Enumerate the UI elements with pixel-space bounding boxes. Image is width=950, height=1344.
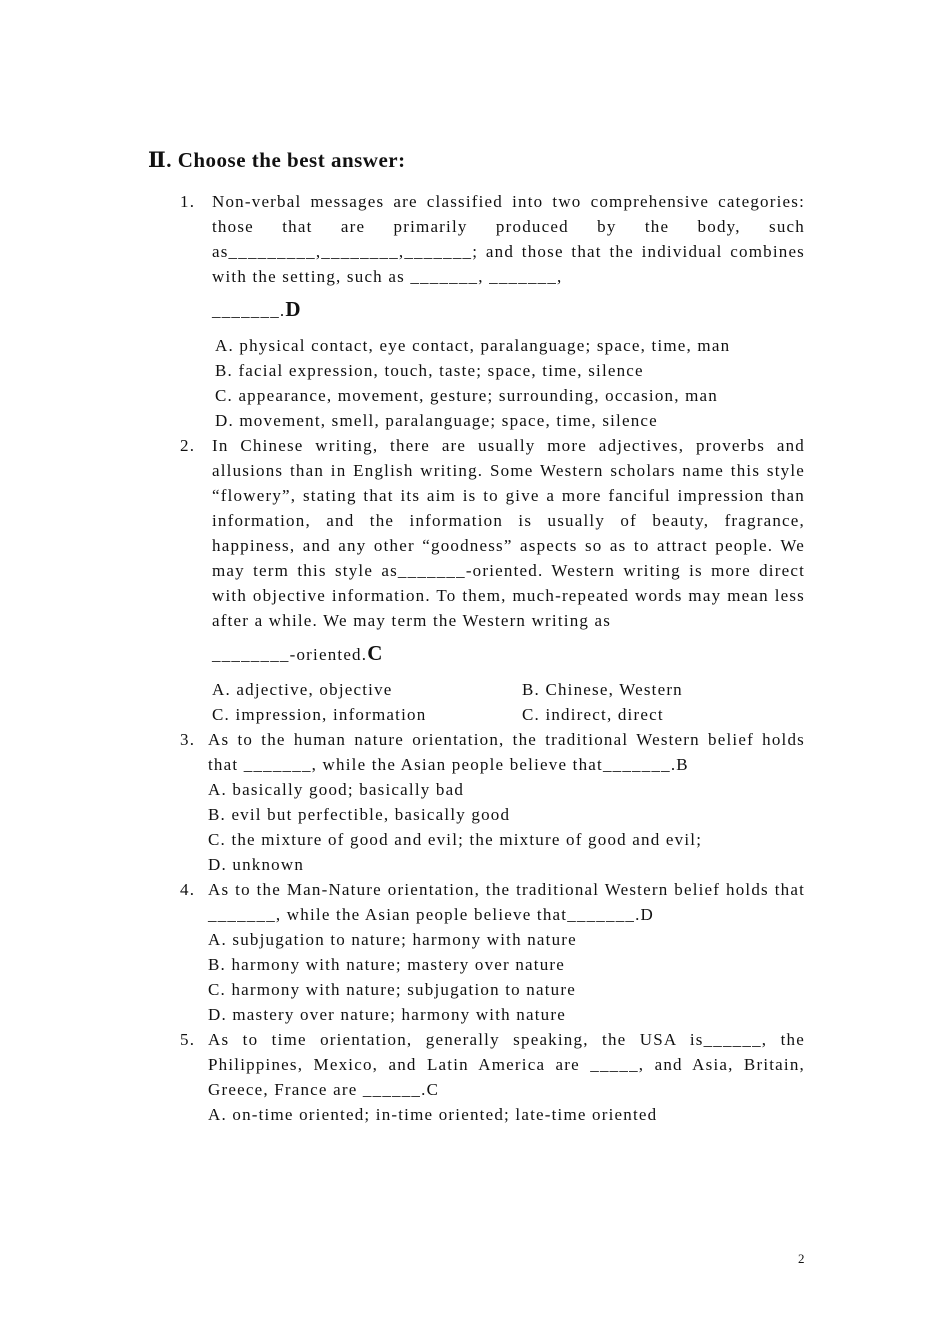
- option-c: C. impression, information: [212, 705, 427, 724]
- section-heading: Ⅱ. Choose the best answer:: [148, 148, 406, 172]
- question-5: [180, 1027, 805, 1102]
- question-number: 5.: [180, 1030, 196, 1049]
- page-number: 2: [798, 1251, 805, 1266]
- option-row-1: [180, 677, 805, 702]
- question-text: As to the human nature orientation, the traditional Western belief holds that _______, while the Asian people believe that_______.B: [208, 730, 805, 774]
- answer-key: D: [285, 297, 302, 321]
- option-a: A. basically good; basically bad: [208, 780, 465, 799]
- question-1-tail: [180, 297, 805, 323]
- option-c-second: C. indirect, direct: [522, 705, 664, 724]
- question-2: [180, 433, 805, 633]
- option-c: C. harmony with nature; subjugation to nature: [208, 980, 576, 999]
- question-2-tail: [180, 641, 805, 667]
- option-b: B. harmony with nature; mastery over nature: [208, 955, 566, 974]
- option-a: A. on-time oriented; in-time oriented; late-time oriented: [208, 1105, 658, 1124]
- question-1: [180, 189, 805, 289]
- option-b: B. evil but perfectible, basically good: [208, 805, 511, 824]
- question-text: As to time orientation, generally speaking, the USA is______, the Philippines, Mexico, and Latin America are _____, and Asia, Britain, Greece, France are ______.C: [208, 1030, 805, 1099]
- option-a: A. physical contact, eye contact, paralanguage; space, time, man: [215, 336, 731, 355]
- question-number: 1.: [180, 192, 196, 211]
- option-d: D. unknown: [208, 855, 305, 874]
- question-number: 2.: [180, 436, 196, 455]
- question-list: [180, 189, 805, 1127]
- option-a: A. subjugation to nature; harmony with nature: [208, 930, 577, 949]
- option-row-2: [180, 702, 805, 727]
- question-4: [180, 877, 805, 927]
- option-d: D. mastery over nature; harmony with nature: [208, 1005, 566, 1024]
- option-a: A. adjective, objective: [212, 680, 393, 699]
- question-number: 3.: [180, 730, 196, 749]
- blank-tail: _______.: [212, 301, 286, 320]
- question-text: As to the Man-Nature orientation, the traditional Western belief holds that _______, while the Asian people believe that_______.D: [208, 880, 805, 924]
- question-text: Non-verbal messages are classified into two comprehensive categories: those that are primarily produced by the body, such as_________,________,_______; and those that the individual combines with the setting, such as _______, _______,: [212, 192, 805, 286]
- option-c: C. appearance, movement, gesture; surrounding, occasion, man: [215, 386, 719, 405]
- answer-key: C: [367, 641, 384, 665]
- option-d: D. movement, smell, paralanguage; space, time, silence: [215, 411, 658, 430]
- option-b: B. facial expression, touch, taste; space, time, silence: [215, 361, 644, 380]
- question-text: In Chinese writing, there are usually more adjectives, proverbs and allusions than in English writing. Some Western scholars name this style “flowery”, stating that its aim is to give a more fanciful impression than information, and the information is usually of beauty, fragrance, happiness, and any other “goodness” aspects so as to attract people. We may term this style as_______-oriented. Western writing is more direct with objective information. To them, much-repeated words may mean less after a while. We may term the Western writing as: [212, 436, 805, 630]
- question-number: 4.: [180, 880, 196, 899]
- blank-tail: ________-oriented.: [212, 645, 368, 664]
- question-3: [180, 727, 805, 777]
- option-b: B. Chinese, Western: [522, 680, 683, 699]
- option-c: C. the mixture of good and evil; the mixture of good and evil;: [208, 830, 703, 849]
